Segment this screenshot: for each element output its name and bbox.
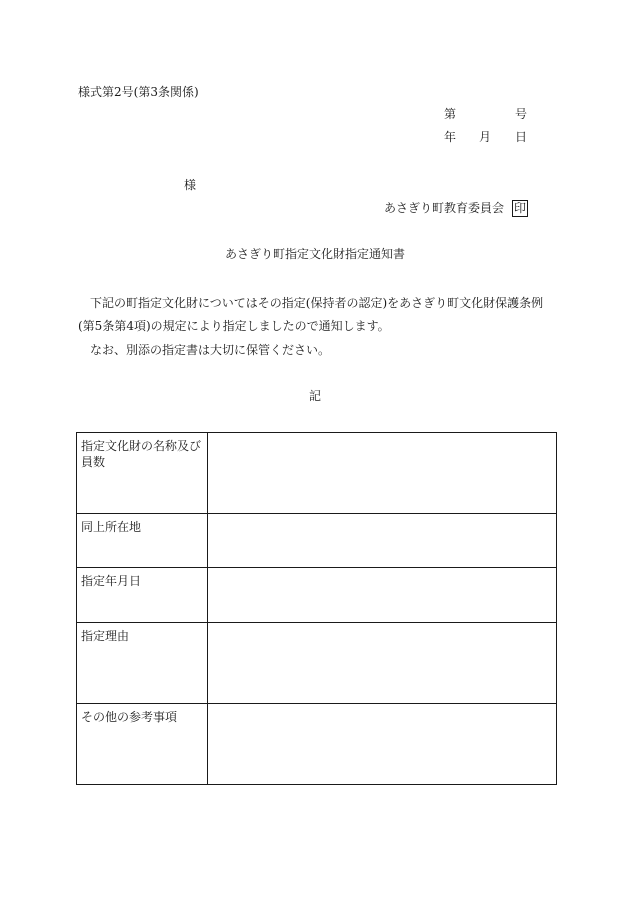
row-label-designation-date: 指定年月日 (77, 568, 208, 623)
ki-heading: 記 (308, 389, 321, 403)
row-value-designation-date[interactable] (208, 568, 557, 623)
row-value-name-count[interactable] (208, 433, 557, 514)
row-label-location: 同上所在地 (77, 514, 208, 568)
row-value-reason[interactable] (208, 623, 557, 704)
details-table (76, 432, 557, 785)
row-value-location[interactable] (208, 514, 557, 568)
issuer-name: あさぎり町教育委員会 (384, 201, 505, 215)
seal-stamp: 印 (514, 201, 527, 215)
date-year-label: 年 (444, 130, 457, 144)
row-label-name-count: 指定文化財の名称及び員数 (77, 433, 208, 514)
document-title: あさぎり町指定文化財指定通知書 (224, 247, 405, 261)
date-month-label: 月 (479, 130, 492, 144)
table-row (77, 433, 557, 514)
row-label-other-notes: その他の参考事項 (77, 704, 208, 785)
table-row (77, 623, 557, 704)
body-line-1: 下記の町指定文化財についてはその指定(保持者の認定)をあさぎり町文化財保護条例 (90, 296, 544, 310)
body-line-3: なお、別添の指定書は大切に保管ください。 (90, 343, 331, 357)
row-label-reason: 指定理由 (77, 623, 208, 704)
body-line-2: (第5条第4項)の規定により指定しましたので通知します。 (78, 319, 390, 333)
row-value-other-notes[interactable] (208, 704, 557, 785)
table-row (77, 568, 557, 623)
document-number-suffix: 号 (515, 107, 528, 121)
addressee-honorific: 様 (184, 178, 197, 192)
document-number-prefix: 第 (444, 107, 457, 121)
table-row (77, 704, 557, 785)
table-row (77, 514, 557, 568)
date-day-label: 日 (515, 130, 528, 144)
form-number: 様式第2号(第3条関係) (78, 85, 199, 99)
